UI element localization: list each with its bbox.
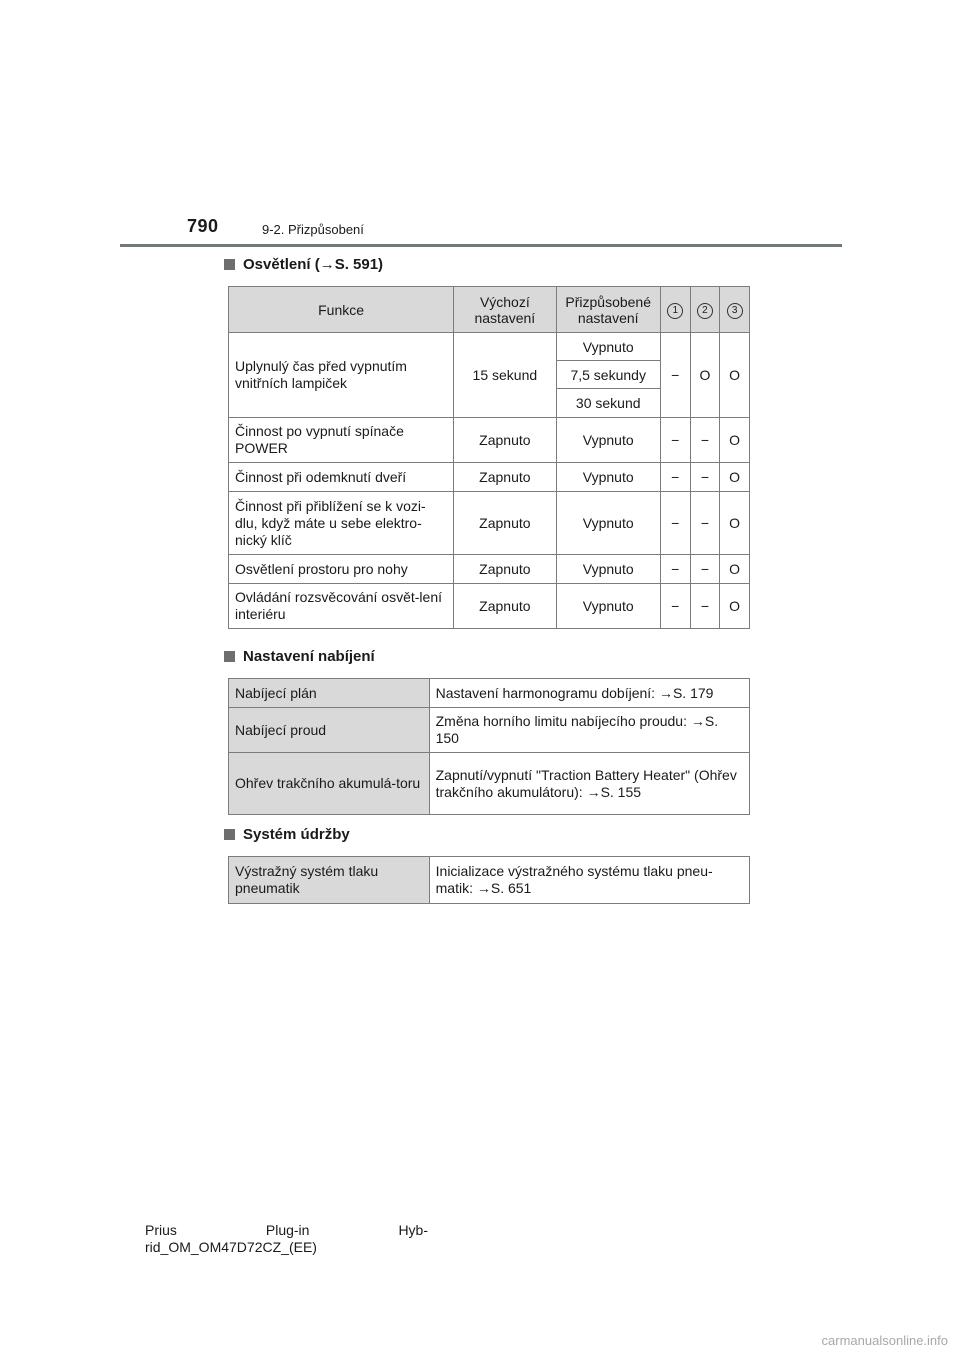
cell-funkce: Činnost po vypnutí spínače POWER (229, 418, 454, 463)
circled-two-icon: 2 (697, 303, 713, 319)
footer-line-2: rid_OM_OM47D72CZ_(EE) (145, 1239, 317, 1255)
cell-c2: − (690, 555, 720, 584)
table-row (229, 492, 750, 555)
cell-prizpusobene-option: Vypnuto (556, 333, 660, 361)
table-header-row (229, 287, 750, 333)
cell-c3: O (720, 418, 750, 463)
cell-c2: − (690, 492, 720, 555)
row-value: Změna horního limitu nabíjecího proudu: →S. 150 (429, 708, 749, 753)
square-bullet-icon (224, 259, 235, 270)
header-col-3 (720, 287, 750, 333)
row-value: Inicializace výstražného systému tlaku pneu-matik: →S. 651 (429, 857, 749, 904)
section-title: Nastavení nabíjení (243, 648, 375, 665)
watermark: carmanualsonline.info (821, 1333, 948, 1348)
table-row (229, 753, 750, 815)
cell-funkce: Osvětlení prostoru pro nohy (229, 555, 454, 584)
section-title: Systém údržby (243, 826, 350, 843)
cell-c3: O (720, 555, 750, 584)
section-heading-charging (224, 648, 375, 665)
header-rule (120, 244, 842, 247)
cell-prizpusobene-option: 30 sekund (556, 389, 660, 418)
footer (145, 1222, 428, 1256)
cell-funkce: Ovládání rozsvěcování osvět-lení interiéru (229, 584, 454, 629)
section-heading-maintenance (224, 826, 350, 843)
table-row (229, 857, 750, 904)
square-bullet-icon (224, 829, 235, 840)
cell-funkce: Činnost při přiblížení se k vozi-dlu, když máte u sebe elektro-nický klíč (229, 492, 454, 555)
row-label: Ohřev trakčního akumulá-toru (229, 753, 430, 815)
cell-c1: − (660, 463, 690, 492)
header-col-2 (690, 287, 720, 333)
cell-prizpusobene: Vypnuto (556, 463, 660, 492)
footer-word: Prius (145, 1222, 177, 1238)
cell-c1: − (660, 418, 690, 463)
header-funkce: Funkce (229, 287, 454, 333)
cell-prizpusobene-option: 7,5 sekundy (556, 361, 660, 389)
header-col-1 (660, 287, 690, 333)
cell-prizpusobene: Vypnuto (556, 584, 660, 629)
table-row (229, 463, 750, 492)
table-row (229, 418, 750, 463)
section-heading-lighting (224, 256, 383, 273)
table-row (229, 333, 750, 361)
table-row (229, 584, 750, 629)
lighting-table (228, 286, 750, 629)
footer-word: Plug-in (265, 1222, 310, 1238)
cell-vychozi: Zapnuto (454, 492, 556, 555)
header-prizpusobene: Přizpůsobené nastavení (556, 287, 660, 333)
cell-funkce: Činnost při odemknutí dveří (229, 463, 454, 492)
row-label: Nabíjecí plán (229, 679, 430, 708)
cell-vychozi: 15 sekund (454, 333, 556, 418)
chapter-title: 9-2. Přizpůsobení (262, 222, 364, 237)
cell-c2: − (690, 418, 720, 463)
cell-c1: − (660, 555, 690, 584)
footer-line-1 (145, 1222, 428, 1239)
maintenance-table (228, 856, 750, 904)
table-row (229, 708, 750, 753)
cell-vychozi: Zapnuto (454, 555, 556, 584)
cell-prizpusobene: Vypnuto (556, 555, 660, 584)
cell-c2: − (690, 584, 720, 629)
cell-prizpusobene: Vypnuto (556, 492, 660, 555)
cell-vychozi: Zapnuto (454, 463, 556, 492)
header-vychozi: Výchozí nastavení (454, 287, 556, 333)
section-title: Osvětlení (→S. 591) (243, 256, 384, 273)
row-label: Nabíjecí proud (229, 708, 430, 753)
cell-prizpusobene: Vypnuto (556, 418, 660, 463)
cell-c3: O (720, 492, 750, 555)
row-value: Nastavení harmonogramu dobíjení: →S. 179 (429, 679, 749, 708)
cell-c1: − (660, 333, 690, 418)
cell-c3: O (720, 463, 750, 492)
cell-vychozi: Zapnuto (454, 418, 556, 463)
cell-c3: O (720, 333, 750, 418)
cell-c3: O (720, 584, 750, 629)
cell-c2: O (690, 333, 720, 418)
footer-word: Hyb- (398, 1222, 428, 1238)
circled-one-icon: 1 (667, 303, 683, 319)
page-number: 790 (187, 216, 219, 236)
table-row (229, 555, 750, 584)
cell-c2: − (690, 463, 720, 492)
cell-c1: − (660, 492, 690, 555)
row-label: Výstražný systém tlaku pneumatik (229, 857, 430, 904)
square-bullet-icon (224, 651, 235, 662)
charging-table (228, 678, 750, 815)
circled-three-icon: 3 (727, 303, 743, 319)
table-row (229, 679, 750, 708)
cell-vychozi: Zapnuto (454, 584, 556, 629)
row-value: Zapnutí/vypnutí "Traction Battery Heater" (Ohřev trakčního akumulátoru): →S. 155 (429, 753, 749, 815)
cell-funkce: Uplynulý čas před vypnutím vnitřních lampiček (229, 333, 454, 418)
cell-c1: − (660, 584, 690, 629)
